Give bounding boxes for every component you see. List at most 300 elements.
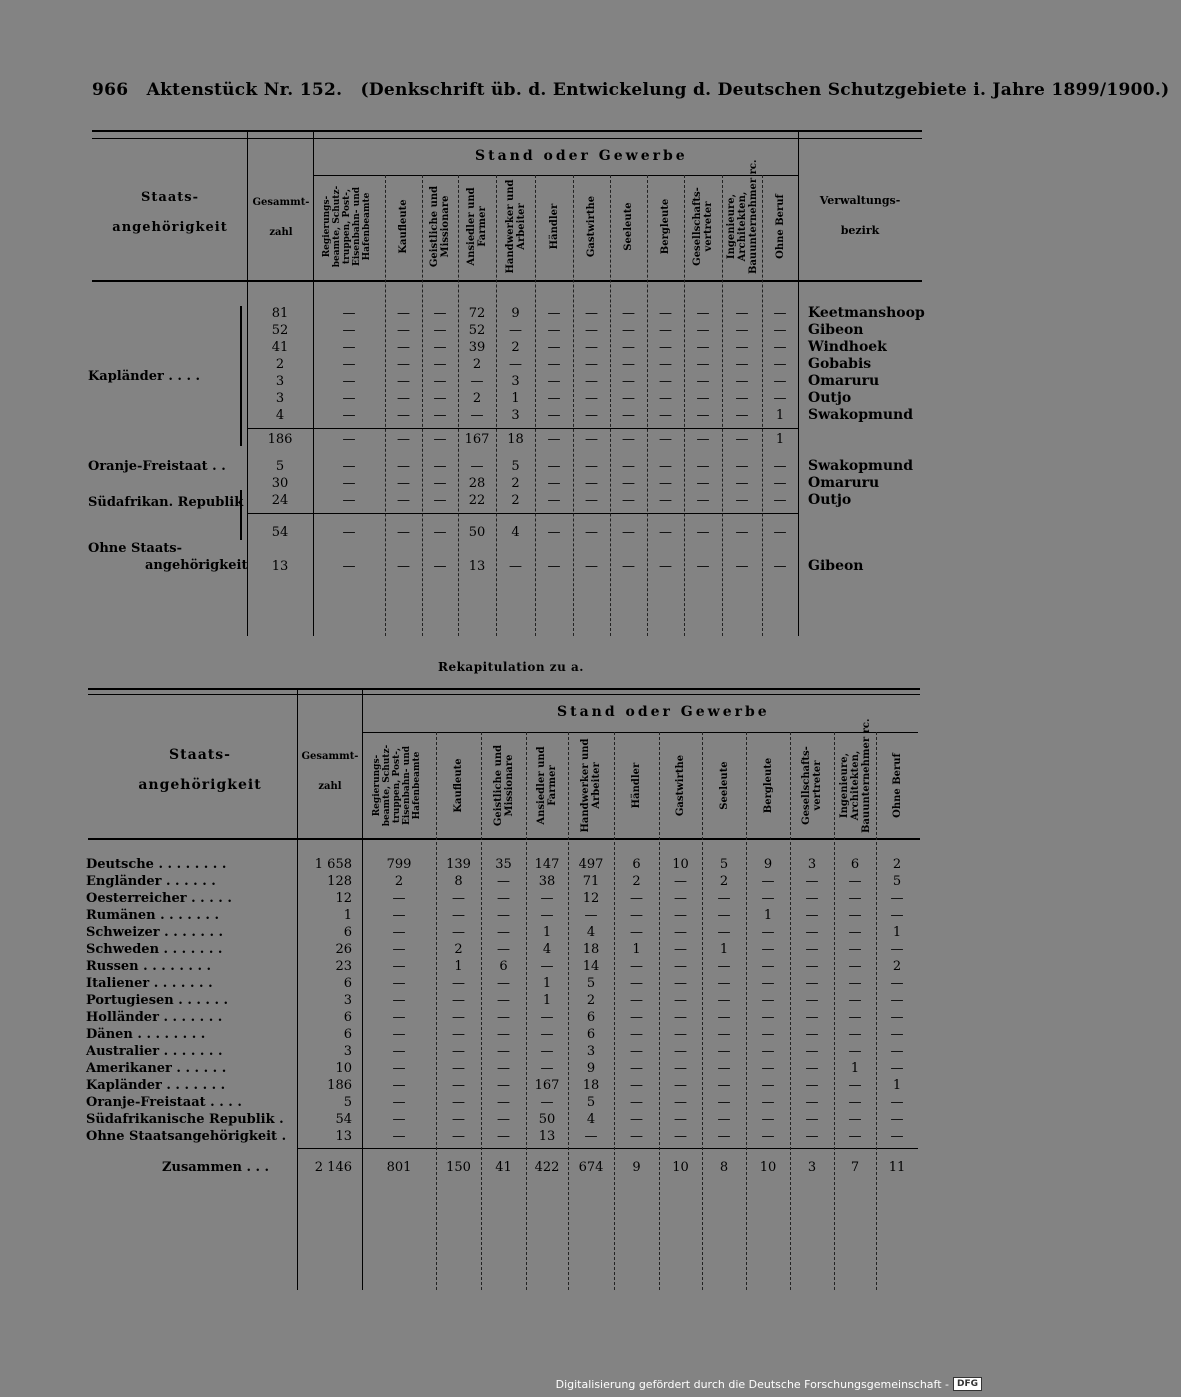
table1-cell: —	[773, 476, 787, 491]
table2-head-rule	[88, 838, 920, 840]
table2-cell: 6	[850, 857, 860, 872]
table2-cell-total: 3	[343, 993, 352, 1008]
table1-cell: —	[585, 408, 598, 423]
table2-cell: —	[452, 1112, 465, 1127]
table1-occupation-label: Geistliche und Missionare	[429, 185, 451, 268]
table1-vline-verw	[798, 130, 799, 636]
table2-header-gesamt: Gesammt- zahl	[301, 751, 359, 792]
table1-cell: —	[433, 559, 447, 574]
table1-bezirk: Omaruru	[808, 475, 880, 491]
table1-cell: —	[397, 408, 410, 423]
table1-cell: —	[433, 525, 447, 540]
table1-cell: 3	[511, 374, 520, 389]
table2-cell: —	[805, 1044, 819, 1059]
table1-cell: —	[735, 476, 749, 491]
table1-cell: —	[342, 408, 356, 423]
table1-cell: —	[585, 493, 598, 508]
table2-cell: —	[805, 1078, 819, 1093]
table2-sum-cell: 674	[578, 1160, 604, 1175]
table1-bezirk: Omaruru	[808, 373, 880, 389]
table2-cell: —	[630, 976, 643, 991]
table2-cell: —	[890, 908, 904, 923]
table2-cell: —	[497, 976, 510, 991]
table2-cell: —	[630, 891, 643, 906]
table1-cell: 50	[468, 525, 486, 540]
table1-cell-total: 24	[271, 493, 289, 508]
table1-cell: 5	[511, 459, 520, 474]
table1-occupation-label: Ingenieure, Architekten, Bauunternehmer rc.	[725, 159, 759, 274]
table2-cell: —	[890, 1044, 904, 1059]
table2-cell: —	[717, 1010, 731, 1025]
table2-occupation-label: Ingenieure, Architekten, Bauunternehmer rc.	[838, 718, 872, 833]
document-reference: Aktenstück Nr. 152.	[146, 80, 343, 100]
table1-cell: —	[585, 374, 598, 389]
table2-cell: —	[497, 1010, 510, 1025]
footer-text: Digitalisierung gefördert durch die Deutsche Forschungsgemeinschaft -	[555, 1377, 949, 1391]
table2-cell: —	[848, 942, 862, 957]
table2-cell: —	[674, 1129, 687, 1144]
table1-cell: —	[622, 340, 635, 355]
table2-cell: —	[805, 1095, 819, 1110]
table1-cell: 52	[468, 323, 486, 338]
table2-cell: 5	[892, 874, 902, 889]
table2-cell: 799	[386, 857, 412, 872]
table2-cell: —	[674, 908, 687, 923]
table2-cell: —	[674, 959, 687, 974]
table1-occupation-label: Ohne Beruf	[774, 194, 786, 259]
table1-cell: —	[659, 493, 672, 508]
table2-header-staats: Staats- angehörigkeit	[138, 747, 262, 793]
table1-cell: —	[397, 340, 410, 355]
table1-cell: —	[622, 525, 635, 540]
table2-cell-total: 12	[335, 891, 352, 906]
table1-cell: —	[397, 493, 410, 508]
table2-cell: —	[805, 1027, 819, 1042]
table2-row-label: Amerikaner . . . . . .	[86, 1061, 227, 1076]
table1-cell: —	[659, 525, 672, 540]
footer-credit	[556, 1377, 982, 1391]
table2-cell: —	[392, 1112, 406, 1127]
table2-cell: —	[497, 1044, 510, 1059]
table2-occupation-label: Geistliche und Missionare	[492, 744, 515, 827]
table2-cell: 2	[454, 942, 463, 957]
table2-cell: 10	[672, 857, 689, 872]
table1-cell-total: 52	[271, 323, 289, 338]
table1-cell: —	[342, 459, 356, 474]
table2-cell: —	[497, 1027, 510, 1042]
table1-cell: 4	[511, 525, 520, 540]
table2-cell: 1	[719, 942, 729, 957]
table2-cell: —	[497, 942, 510, 957]
table1-cell: —	[342, 476, 356, 491]
table1-cell: 18	[507, 432, 524, 447]
table1-cell: —	[547, 357, 561, 372]
table1-cell: —	[735, 459, 749, 474]
table1-cell: 1	[511, 391, 520, 406]
table1-cell-total: 5	[275, 459, 285, 474]
table1-cell: —	[585, 391, 598, 406]
table2-cell: —	[761, 942, 775, 957]
table1-cell: 2	[472, 391, 482, 406]
table2-cell: —	[392, 942, 406, 957]
table2-cell: 9	[586, 1061, 596, 1076]
table2-cell: —	[540, 891, 554, 906]
table2-row-label: Schweizer . . . . . . .	[86, 925, 224, 940]
table2-cell: —	[805, 1129, 819, 1144]
table1-occupation-label: Gastwirthe	[586, 195, 597, 258]
table2-cell: 4	[586, 925, 596, 940]
table2-cell: —	[761, 1129, 775, 1144]
table1-cell: —	[696, 525, 710, 540]
table2-cell: —	[452, 1044, 465, 1059]
table1-cell: —	[342, 357, 356, 372]
table1-occupation-label: Regierungs- beamte, Schutz- truppen, Post-, Eisenbahn- und Hafenbeamte	[321, 185, 372, 268]
table1-cell-total: 13	[271, 559, 289, 574]
document-title: (Denkschrift üb. d. Entwickelung d. Deutschen Schutzgebiete i. Jahre 1899/1900.)	[360, 80, 1170, 100]
table2-cell: —	[452, 891, 465, 906]
dfg-logo: DFG	[953, 1377, 982, 1391]
table1-occupation-label: Händler	[548, 203, 560, 250]
table2-sum-cell: 3	[807, 1160, 817, 1175]
table2-row-label: Oranje-Freistaat . . . .	[86, 1095, 242, 1110]
table2-cell: 2	[586, 993, 596, 1008]
table2-cell: —	[761, 874, 775, 889]
table1-cell-total: 81	[271, 306, 289, 321]
table2-cell: —	[540, 959, 554, 974]
table1-cell: —	[696, 374, 710, 389]
table1-cell: —	[773, 493, 787, 508]
table1-cell: —	[342, 432, 356, 447]
table1-cell: —	[547, 432, 561, 447]
table1-cell: 2	[511, 476, 520, 491]
table2-cell: —	[497, 1061, 510, 1076]
table2-cell-total: 6	[343, 925, 352, 940]
table2-cell: —	[392, 925, 406, 940]
table2-sum-cell: 41	[495, 1160, 512, 1175]
table1-cell: —	[659, 459, 672, 474]
table2-cell: —	[717, 1044, 731, 1059]
table2-cell: —	[452, 1010, 465, 1025]
table2-cell: —	[497, 925, 510, 940]
table2-cell: 2	[394, 874, 404, 889]
table2-cell: —	[392, 976, 406, 991]
table2-cell: 5	[586, 1095, 596, 1110]
table2-cell: —	[805, 993, 819, 1008]
table1-bezirk: Gibeon	[808, 558, 864, 574]
table1-cell: —	[773, 306, 787, 321]
table2-cell: —	[674, 1078, 687, 1093]
table1-cell: —	[696, 459, 710, 474]
table1-cell: —	[735, 408, 749, 423]
table1-cell: —	[585, 323, 598, 338]
table2-cell: —	[890, 1061, 904, 1076]
table2-cell: —	[540, 1095, 554, 1110]
table1-cell: —	[696, 408, 710, 423]
table2-cell: —	[890, 993, 904, 1008]
table1-cell: —	[696, 432, 710, 447]
table1-occupation-label: Handwerker und Arbeiter	[504, 179, 527, 274]
table2-occupation-label: Gesellschafts- vertreter	[801, 746, 823, 825]
table2-cell: —	[848, 1010, 862, 1025]
table2-cell: 1	[454, 959, 463, 974]
table1-row-label: Oranje-Freistaat . .	[88, 459, 226, 474]
table2-sum-cell: 150	[446, 1160, 471, 1175]
table2-row-label: Italiener . . . . . . .	[86, 976, 213, 991]
table2-cell: —	[848, 874, 862, 889]
table1-cell: —	[622, 432, 635, 447]
table2-cell: —	[848, 959, 862, 974]
table1-cell: —	[397, 525, 410, 540]
table1-cell-total: 3	[275, 391, 285, 406]
table1-cell: —	[735, 323, 749, 338]
table2-cell: —	[674, 891, 687, 906]
table2-cell: 2	[892, 857, 902, 872]
table1-cell: —	[696, 391, 710, 406]
table2-cell: —	[848, 891, 862, 906]
table1-cell: —	[433, 476, 447, 491]
table2-second-rule	[88, 694, 920, 695]
table1-cell: —	[342, 559, 356, 574]
table2-cell: —	[392, 1061, 406, 1076]
table2-cell: —	[717, 925, 731, 940]
table2-cell: —	[890, 1112, 904, 1127]
table2-sum-cell: 11	[888, 1160, 906, 1175]
table2-cell: —	[452, 1129, 465, 1144]
table2-vline-staats	[297, 688, 298, 1290]
table2-cell: —	[848, 908, 862, 923]
table2-row-label: Schweden . . . . . . .	[86, 942, 223, 957]
table1-cell-total: 3	[275, 374, 285, 389]
table2-cell: 6	[586, 1010, 596, 1025]
table1-cell: —	[547, 323, 561, 338]
table1-cell: —	[433, 357, 447, 372]
table1-bezirk: Swakopmund	[808, 458, 914, 474]
table2-cell: —	[452, 993, 465, 1008]
table1-cell: —	[622, 408, 635, 423]
table2-cell: —	[497, 1112, 510, 1127]
table2-cell: —	[630, 1010, 643, 1025]
table2-cell: —	[392, 1010, 406, 1025]
table2-cell: 38	[538, 874, 556, 889]
table2-cell: 1	[542, 993, 552, 1008]
table2-row-label: Russen . . . . . . . .	[86, 959, 212, 974]
table2-cell: —	[848, 993, 862, 1008]
table2-cell: —	[761, 1095, 775, 1110]
table2-sum-total: 2 146	[314, 1160, 352, 1175]
table1-occupation-label: Ansiedler und Farmer	[466, 187, 488, 266]
table2-cell: 6	[499, 959, 508, 974]
table1-cell: —	[547, 391, 561, 406]
table1-cell: —	[342, 323, 356, 338]
table1-cell: —	[696, 559, 710, 574]
table2-cell: —	[392, 1095, 406, 1110]
table1-cell: 3	[511, 408, 520, 423]
table2-cell: 3	[807, 857, 817, 872]
table1-cell: —	[659, 357, 672, 372]
table1-brace-sa	[240, 490, 242, 540]
table2-cell-total: 23	[335, 959, 352, 974]
table1-bezirk: Outjo	[808, 390, 852, 406]
recap-title: Rekapitulation zu a.	[438, 660, 584, 674]
table2-cell: —	[848, 1044, 862, 1059]
table1-cell: —	[773, 374, 787, 389]
table1-cell: —	[696, 340, 710, 355]
table2-cell: —	[452, 1027, 465, 1042]
table1-cell: —	[585, 476, 598, 491]
table2-cell: —	[761, 925, 775, 940]
table2-cell: —	[674, 976, 687, 991]
table1-cell: —	[696, 476, 710, 491]
table2-cell: —	[890, 1129, 904, 1144]
table1-cell: —	[547, 408, 561, 423]
table2-cell: —	[392, 1129, 406, 1144]
table2-cell: —	[630, 1044, 643, 1059]
table1-cell: —	[696, 357, 710, 372]
table2-cell: —	[584, 908, 598, 923]
table2-cell-total: 128	[327, 874, 352, 889]
table2-cell: —	[392, 959, 406, 974]
table1-cell: 2	[511, 493, 520, 508]
table2-cell: —	[761, 959, 775, 974]
table1-cell: —	[397, 374, 410, 389]
table1-bezirk: Outjo	[808, 492, 852, 508]
table2-cell: —	[674, 1010, 687, 1025]
table1-cell: —	[622, 374, 635, 389]
table2-row-label: Rumänen . . . . . . .	[86, 908, 219, 923]
table2-cell: —	[890, 891, 904, 906]
table1-cell: —	[735, 493, 749, 508]
table1-cell: —	[547, 476, 561, 491]
table1-cell: 1	[775, 408, 785, 423]
table1-cell: 167	[464, 432, 490, 447]
table2-cell: —	[497, 891, 510, 906]
table2-cell: —	[392, 993, 406, 1008]
table2-cell: 4	[542, 942, 552, 957]
table2-cell: —	[452, 908, 465, 923]
table1-cell: 13	[468, 559, 486, 574]
table2-cell: 6	[586, 1027, 596, 1042]
table2-cell: 18	[582, 942, 600, 957]
table2-cell: —	[890, 976, 904, 991]
table2-sum-cell: 10	[759, 1160, 777, 1175]
table1-cell: —	[433, 432, 447, 447]
table2-cell: —	[805, 942, 819, 957]
table2-cell: —	[717, 1027, 731, 1042]
table2-cell: —	[630, 908, 643, 923]
table1-cell: —	[397, 391, 410, 406]
table2-row-label: Deutsche . . . . . . . .	[86, 857, 227, 872]
table1-cell: —	[342, 493, 356, 508]
table1-cell: —	[397, 306, 410, 321]
table1-cell: —	[659, 408, 672, 423]
table2-cell: —	[805, 908, 819, 923]
table2-cell: —	[674, 1044, 687, 1059]
table2-cell: —	[717, 1061, 731, 1076]
table2-cell: —	[848, 976, 862, 991]
table1-cell: —	[659, 306, 672, 321]
table1-cell: —	[735, 306, 749, 321]
table2-cell: —	[452, 976, 465, 991]
table2-cell: —	[674, 942, 687, 957]
table1-cell: —	[342, 374, 356, 389]
table2-cell: 1	[892, 925, 902, 940]
table1-header-stand: Stand oder Gewerbe	[475, 148, 688, 164]
table2-header-stand: Stand oder Gewerbe	[557, 704, 770, 720]
table2-cell: —	[674, 1112, 687, 1127]
table1-cell: —	[773, 525, 787, 540]
table2-cell: —	[717, 1129, 731, 1144]
table1-cell: —	[433, 340, 447, 355]
table2-cell: —	[717, 1078, 731, 1093]
table1-cell: —	[773, 323, 787, 338]
table1-cell: —	[622, 493, 635, 508]
table1-bezirk: Keetmanshoop	[808, 305, 925, 321]
table1-cell: —	[547, 340, 561, 355]
table1-cell: —	[433, 374, 447, 389]
table1-cell: —	[585, 340, 598, 355]
table2-sum-label: Zusammen . . .	[162, 1160, 270, 1175]
table1-cell: —	[622, 459, 635, 474]
table2-cell: —	[392, 908, 406, 923]
table2-cell: —	[890, 1027, 904, 1042]
table1-cell: —	[659, 391, 672, 406]
table2-cell-total: 6	[343, 976, 352, 991]
table2-row-label: Engländer . . . . . .	[86, 874, 216, 889]
table1-cell: —	[659, 476, 672, 491]
table2-cell: 1	[850, 1061, 860, 1076]
table2-cell: —	[392, 1027, 406, 1042]
table2-cell-total: 13	[335, 1129, 352, 1144]
table2-occupation-label: Kaufleute	[453, 758, 464, 813]
table1-cell: —	[547, 525, 561, 540]
table2-cell: —	[452, 1095, 465, 1110]
table2-occupation-label: Gastwirthe	[675, 754, 686, 817]
table1-cell: —	[397, 357, 410, 372]
table1-cell: —	[773, 357, 787, 372]
table2-sum-cell: 8	[719, 1160, 729, 1175]
table2-cell: —	[761, 1061, 775, 1076]
table2-cell: 3	[586, 1044, 596, 1059]
table1-cell-total: 54	[271, 525, 289, 540]
page-number: 966	[92, 80, 129, 100]
table1-cell: —	[696, 323, 710, 338]
table2-cell: —	[848, 1095, 862, 1110]
table2-cell: —	[630, 1078, 643, 1093]
table1-cell: —	[622, 323, 635, 338]
table1-occupation-label: Seeleute	[623, 202, 634, 251]
table2-occupation-label: Seeleute	[718, 761, 730, 810]
table2-cell: —	[717, 1095, 731, 1110]
table2-occupation-label: Ansiedler und Farmer	[536, 746, 558, 825]
table2-sum-cell: 9	[632, 1160, 641, 1175]
table2-cell: 50	[538, 1112, 556, 1127]
table2-cell: —	[848, 1112, 862, 1127]
table1-header-staats: Staats- angehörigkeit	[112, 190, 228, 235]
table2-cell: 167	[534, 1078, 560, 1093]
table1-cell: —	[509, 323, 522, 338]
table2-cell: —	[497, 1129, 510, 1144]
table1-cell: —	[585, 525, 598, 540]
table2-occupation-label: Händler	[631, 762, 642, 809]
table1-cell: —	[433, 493, 447, 508]
table2-cell: —	[848, 1078, 862, 1093]
table1-cell: —	[433, 459, 447, 474]
table1-cell: 1	[775, 432, 785, 447]
table2-cell: —	[497, 908, 510, 923]
table2-cell: —	[630, 1061, 643, 1076]
table2-cell: —	[674, 993, 687, 1008]
table2-cell: —	[805, 1061, 819, 1076]
